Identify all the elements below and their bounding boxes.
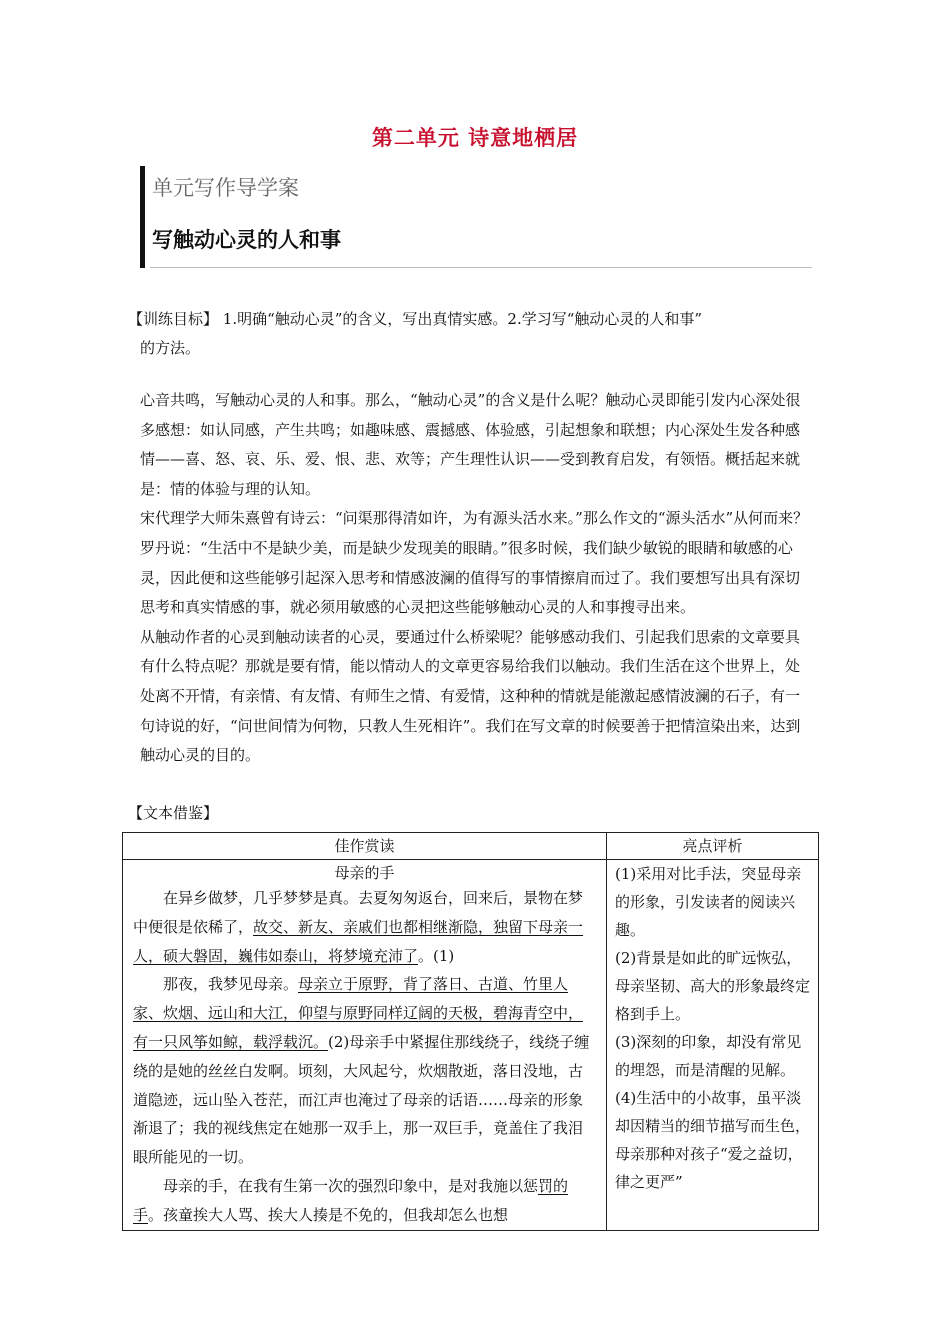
body-paragraph: 从触动作者的心灵到触动读者的心灵，要通过什么桥梁呢？能够感动我们、引起我们思索的文章要具有什么特点呢？那就是要有情，能以情动人的文章更容易给我们以触动。我们生活在这个世界上，处处离不开情，有亲情、有友情、有师生之情、有爱情，这种种的情就是能激起感情波澜的石子，有一句诗说的好，“问世间情为何物，只教人生死相许”。我们在写文章的时候要善于把情渲染出来，达到触动心灵的目的。 xyxy=(140,627,801,765)
comments-cell xyxy=(607,860,819,1231)
body-paragraph: 心音共鸣，写触动心灵的人和事。那么，“触动心灵”的含义是什么呢？触动心灵即能引发内心深处很多感想：如认同感，产生共鸣；如趣味感、震撼感、体验感，引起想象和联想；内心深处生发各种感情——喜、怒、哀、乐、爱、恨、悲、欢等；产生理性认识——受到教育启发，有领悟。概括起来就是：情的体验与理的认知。 xyxy=(140,391,801,498)
essay-paragraph: 母亲的手，在我有生第一次的强烈印象中，是对我施以惩罚的手。孩童挨大人骂、挨大人揍是不免的，但我却怎么也想 xyxy=(133,1176,569,1224)
page-title: 第二单元 诗意地栖居 xyxy=(371,126,579,150)
training-goal-line1: 1.明确“触动心灵”的含义，写出真情实感。2.学习写“触动心灵的人和事” xyxy=(218,310,703,328)
essay-text xyxy=(133,884,596,1230)
training-goal xyxy=(128,305,818,363)
essay-paragraph: 在异乡做梦，几乎梦梦是真。去夏匆匆返台，回来后，景物在梦中便很是依稀了，故交、新友、亲戚们也都相继渐隐，独留下母亲一人，硕大磐固，巍伟如泰山，将梦境充沛了。(1) xyxy=(133,889,584,965)
training-goal-line2: 的方法。 xyxy=(140,339,201,357)
essay-table xyxy=(122,832,819,1231)
header-comments: 亮点评析 xyxy=(607,833,819,860)
comments-list xyxy=(615,860,810,1196)
section-divider xyxy=(150,267,812,268)
comment-item: (4)生活中的小故事，虽平淡却因精当的细节描写而生色，母亲那种对孩子“爱之益切，律之更严” xyxy=(615,1089,811,1191)
section-title: 写触动心灵的人和事 xyxy=(152,228,341,252)
essay-cell xyxy=(123,860,607,1231)
comment-item: (3)深刻的印象，却没有常见的埋怨，而是清醒的见解。 xyxy=(615,1033,802,1079)
training-goal-label: 【训练目标】 xyxy=(128,310,219,328)
underlined-text: 罚的手 xyxy=(133,1176,569,1224)
table-row xyxy=(123,860,819,1231)
table-header-row xyxy=(123,833,819,860)
header-essay: 佳作赏读 xyxy=(123,833,607,860)
essay-title: 母亲的手 xyxy=(334,864,395,882)
comment-item: (1)采用对比手法，突显母亲的形象，引发读者的阅读兴趣。 xyxy=(615,865,802,939)
section-bar xyxy=(140,166,145,268)
body-text xyxy=(140,386,812,771)
essay-paragraph: 那夜，我梦见母亲。母亲立于原野，背了落日、古道、竹里人家、炊烟、远山和大江，仰望与原野同样辽阔的天极，碧海青空中，有一只风筝如鲸，载浮载沉。(2)母亲手中紧握住那线绕子，线绕子缠绕的是她的丝丝白发啊。顷刻，大风起兮，炊烟散逝，落日没地，古道隐迹，远山坠入苍茫，而江声也淹过了母亲的话语……母亲的形象渐退了；我的视线焦定在她那一双手上，那一双巨手，竟盖住了我泪眼所能见的一切。 xyxy=(133,975,590,1167)
section-header xyxy=(140,166,812,268)
body-paragraph: 宋代理学大师朱熹曾有诗云：“问渠那得清如许，为有源头活水来。”那么作文的“源头活水”从何而来？罗丹说：“生活中不是缺少美，而是缺少发现美的眼睛。”很多时候，我们缺少敏锐的眼睛和敏感的心灵，因此便和这些能够引起深入思考和情感波澜的值得写的事情擦肩而过了。我们要想写出具有深切思考和真实情感的事，就必须用敏感的心灵把这些能够触动心灵的人和事搜寻出来。 xyxy=(140,509,809,617)
text-lending-label: 【文本借鉴】 xyxy=(128,804,219,822)
comment-item: (2)背景是如此的旷远恢弘，母亲坚韧、高大的形象最终定格到手上。 xyxy=(615,949,811,1023)
underlined-text: 母亲立于原野，背了落日、古道、竹里人家、炊烟、远山和大江，仰望与原野同样辽阔的天极，碧海青空中，有一只风筝如鲸，载浮载沉。 xyxy=(133,975,584,1051)
section-subtitle: 单元写作导学案 xyxy=(152,176,299,200)
underlined-text: 故交、新友、亲戚们也都相继渐隐，独留下母亲一人，硕大磐固，巍伟如泰山，将梦境充沛了 xyxy=(133,917,584,965)
